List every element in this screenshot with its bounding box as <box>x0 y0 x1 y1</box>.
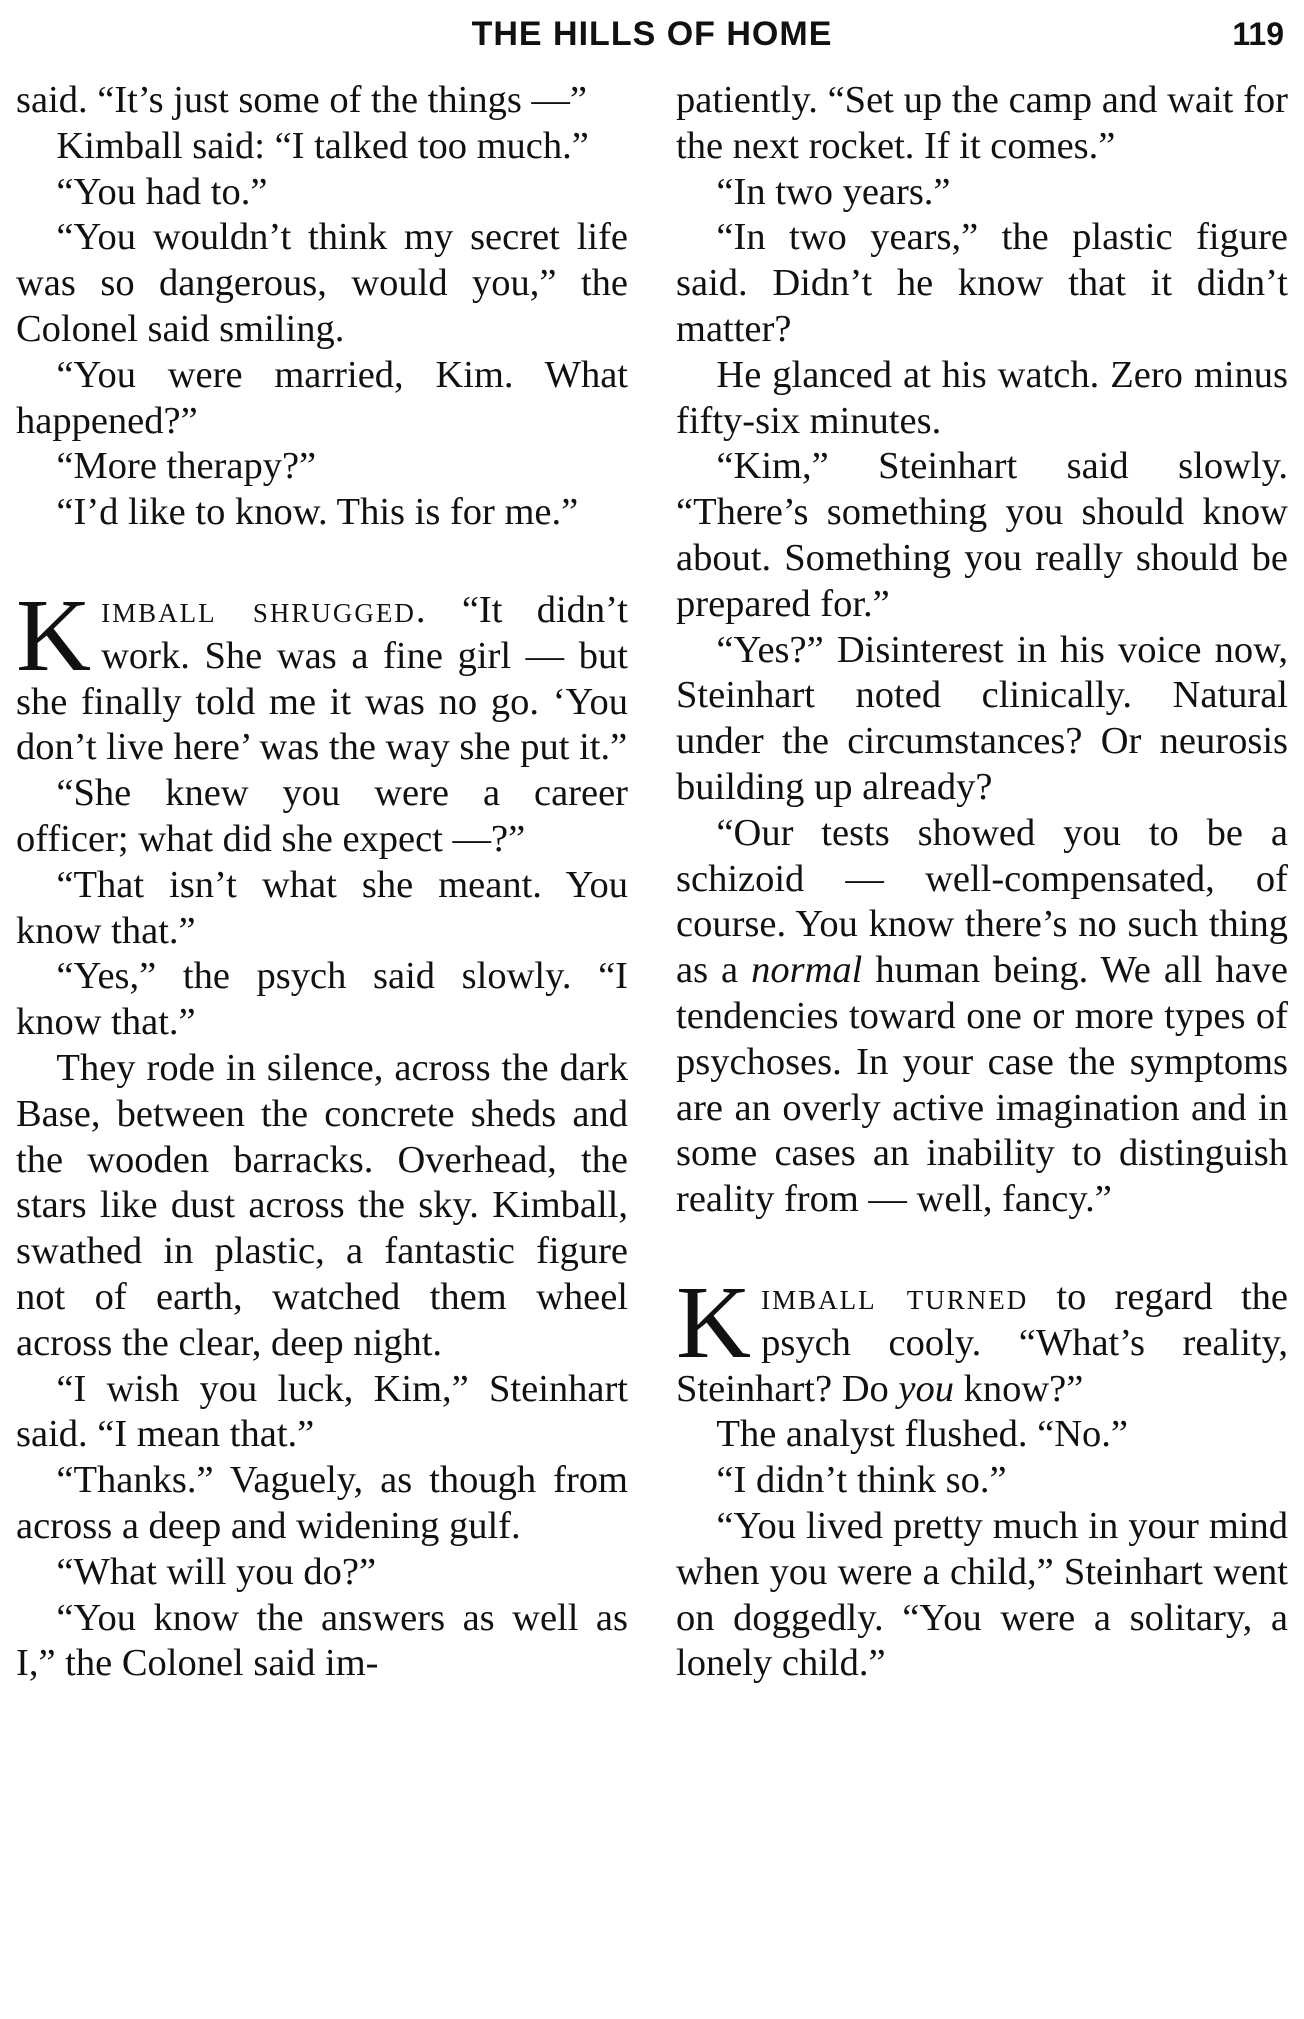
paragraph: patiently. “Set up the camp and wait for the next rocket. If it comes.” <box>676 79 1288 167</box>
paragraph-text: to regard the psych cooly. “What’s reality, Steinhart? Do <box>676 1275 1288 1410</box>
paragraph: “In two years,” the plastic figure said. Didn’t he know that it didn’t matter? <box>676 216 1288 350</box>
page-number: 119 <box>1232 16 1284 52</box>
paragraph: “You were married, Kim. What happened?” <box>16 353 628 442</box>
paragraph: “I didn’t think so.” <box>716 1459 1007 1502</box>
small-caps-lead: imball turned <box>761 1275 1029 1318</box>
drop-cap: K <box>676 1264 752 1380</box>
drop-cap: K <box>16 577 92 693</box>
paragraph: “You know the answers as well as I,” the Colonel said im- <box>16 1596 628 1685</box>
paragraph: “I wish you luck, Kim,” Steinhart said. “I mean that.” <box>16 1367 628 1456</box>
paragraph: They rode in silence, across the dark Base, between the concrete sheds and the wooden barracks. Overhead, the stars like dust across the sky. Kimball, swathed in plastic, a fantastic figure not of earth, watched them wheel across the clear, deep night. <box>16 1046 628 1364</box>
italic-word: normal <box>751 949 863 992</box>
paragraph: “Yes?” Disinterest in his voice now, Steinhart noted clinically. Natural under the circumstances? Or neurosis building up already? <box>676 628 1288 808</box>
section-opening-paragraph <box>676 1264 1288 1412</box>
paragraph: “More therapy?” <box>56 445 317 488</box>
right-column <box>676 78 1288 1687</box>
running-title: THE HILLS OF HOME <box>471 15 833 53</box>
paragraph: “That isn’t what she meant. You know that.” <box>16 863 628 952</box>
paragraph: The analyst flushed. “No.” <box>716 1413 1129 1456</box>
italic-word: you <box>898 1367 954 1410</box>
paragraph: “In two years.” <box>716 170 951 213</box>
paragraph: “Kim,” Steinhart said slowly. “There’s something you should know about. Something you really should be prepared for.” <box>676 445 1288 625</box>
paragraph: “What will you do?” <box>56 1550 377 1593</box>
paragraph: “You lived pretty much in your mind when you were a child,” Steinhart went on doggedly. “You were a solitary, a lonely child.” <box>676 1504 1288 1685</box>
paragraph: “Yes,” the psych said slowly. “I know that.” <box>16 955 628 1044</box>
paragraph: Kimball said: “I talked too much.” <box>56 124 589 167</box>
paragraph: said. “It’s just some of the things —” <box>16 79 588 121</box>
paragraph-text: “It didn’t work. She was a fine girl — but she finally told me it was no go. ‘You don’t live here’ was the way she put it.” <box>16 588 628 769</box>
paragraph-text: human being. We all have tendencies toward one or more types of psychoses. In your case the symptoms are an overly active imagination and in some cases an inability to distinguish reality from — well, fancy.” <box>676 949 1288 1221</box>
paragraph-text: know?” <box>953 1367 1084 1410</box>
small-caps-lead: imball shrugged. <box>101 588 428 631</box>
section-opening-paragraph <box>16 577 628 771</box>
paragraph: “Thanks.” Vaguely, as though from across a deep and widening gulf. <box>16 1459 628 1547</box>
paragraph: He glanced at his watch. Zero minus fifty-six minutes. <box>676 353 1288 442</box>
paragraph <box>676 811 1288 1223</box>
left-column <box>16 78 628 1687</box>
paragraph: “She knew you were a career officer; what did she expect —?” <box>16 772 628 860</box>
paragraph: “You wouldn’t think my secret life was so dangerous, would you,” the Colonel said smiling. <box>16 216 628 350</box>
paragraph-text: “Our tests showed you to be a schizoid — well-compensated, of course. You know there’s no such thing as a <box>676 811 1288 992</box>
paragraph: “I’d like to know. This is for me.” <box>56 491 579 534</box>
running-head <box>0 12 1304 56</box>
paragraph: “You had to.” <box>56 170 268 213</box>
